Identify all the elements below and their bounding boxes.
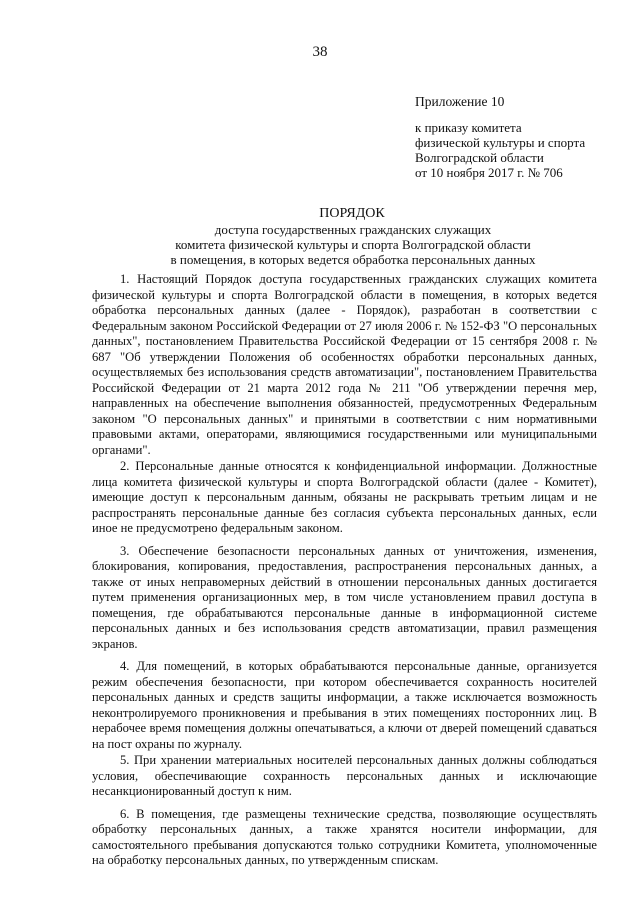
- order-reference-line: к приказу комитета: [415, 120, 522, 135]
- subtitle-line: в помещения, в которых ведется обработка персональных данных: [170, 252, 536, 267]
- paragraph-3: 3. Обеспечение безопасности персональных данных от уничтожения, изменения, блокирования, копирования, предоставления, распространения персональных данных, а также от иных неправомерных действий в отношении персональных данных достигается путем применения организационных мер, в том числе установлением правил доступа в помещения, где обрабатываются персональные данные в информационной системе персональных данных и без использования средств автоматизации, правил размещения экранов.: [92, 543, 597, 651]
- paragraph-4: 4. Для помещений, в которых обрабатываются персональные данные, организуется режим обеспечения безопасности, при котором обеспечивается сохранность носителей персональных данных и средств защиты информации, а также исключается возможность неконтролируемого проникновения и пребывания в этих помещениях посторонних лиц. В нерабочее время помещения должны опечатываться, а ключи от дверей помещений сдаваться на пост охраны по журналу.: [92, 659, 597, 751]
- document-body: [92, 272, 597, 869]
- appendix-label: Приложение 10: [415, 94, 505, 109]
- document-title: ПОРЯДОК: [319, 206, 385, 221]
- page-number: 38: [312, 44, 328, 60]
- order-reference-line: физической культуры и спорта: [415, 135, 586, 150]
- subtitle-line: комитета физической культуры и спорта Волгоградской области: [175, 237, 531, 252]
- paragraph-2: 2. Персональные данные относятся к конфиденциальной информации. Должностные лица комитета физической культуры и спорта Волгоградской области (далее - Комитет), имеющие доступ к персональным данным, обязаны не раскрывать третьим лицам и не распространять персональные данные без согласия субъекта персональных данных, если иное не предусмотрено федеральным законом.: [92, 459, 597, 535]
- document-subtitle: [90, 222, 616, 267]
- subtitle-line: доступа государственных гражданских служащих: [214, 222, 492, 237]
- paragraph-6: 6. В помещения, где размещены технические средства, позволяющие осуществлять обработку персональных данных, а также хранятся носители информации, для самостоятельного пребывания допускаются только сотрудники Комитета, уполномоченные на обработку персональных данных, по утвержденным спискам.: [92, 806, 597, 867]
- order-reference-date-line: от 10 ноября 2017 г. № 706: [415, 165, 563, 180]
- order-reference: [415, 120, 585, 180]
- paragraph-1: 1. Настоящий Порядок доступа государственных гражданских служащих комитета физической культуры и спорта Волгоградской области в помещения, в которых ведется обработка персональных данных (далее - Порядок), разработан в соответствии с Федеральным законом Российской Федерации от 27 июля 2006 г. № 152-ФЗ "О персональных данных", постановлением Правительства Российской Федерации от 15 сентября 2008 г. № 687 "Об утверждении Положения об особенностях обработки персональных данных, осуществляемых без использования средств автоматизации", постановлением Правительства Российской Федерации от 21 марта 2012 года № 211 "Об утверждении перечня мер, направленных на обеспечение выполнения обязанностей, предусмотренных Федеральным законом "О персональных данных" и принятыми в соответствии с ним нормативными правовыми актами, операторами, являющимися государственными или муниципальными органами".: [92, 272, 597, 457]
- order-reference-line: Волгоградской области: [415, 150, 544, 165]
- paragraph-5: 5. При хранении материальных носителей персональных данных должны соблюдаться условия, обеспечивающие сохранность персональных данных и исключающие несанкционированный доступ к ним.: [92, 753, 597, 798]
